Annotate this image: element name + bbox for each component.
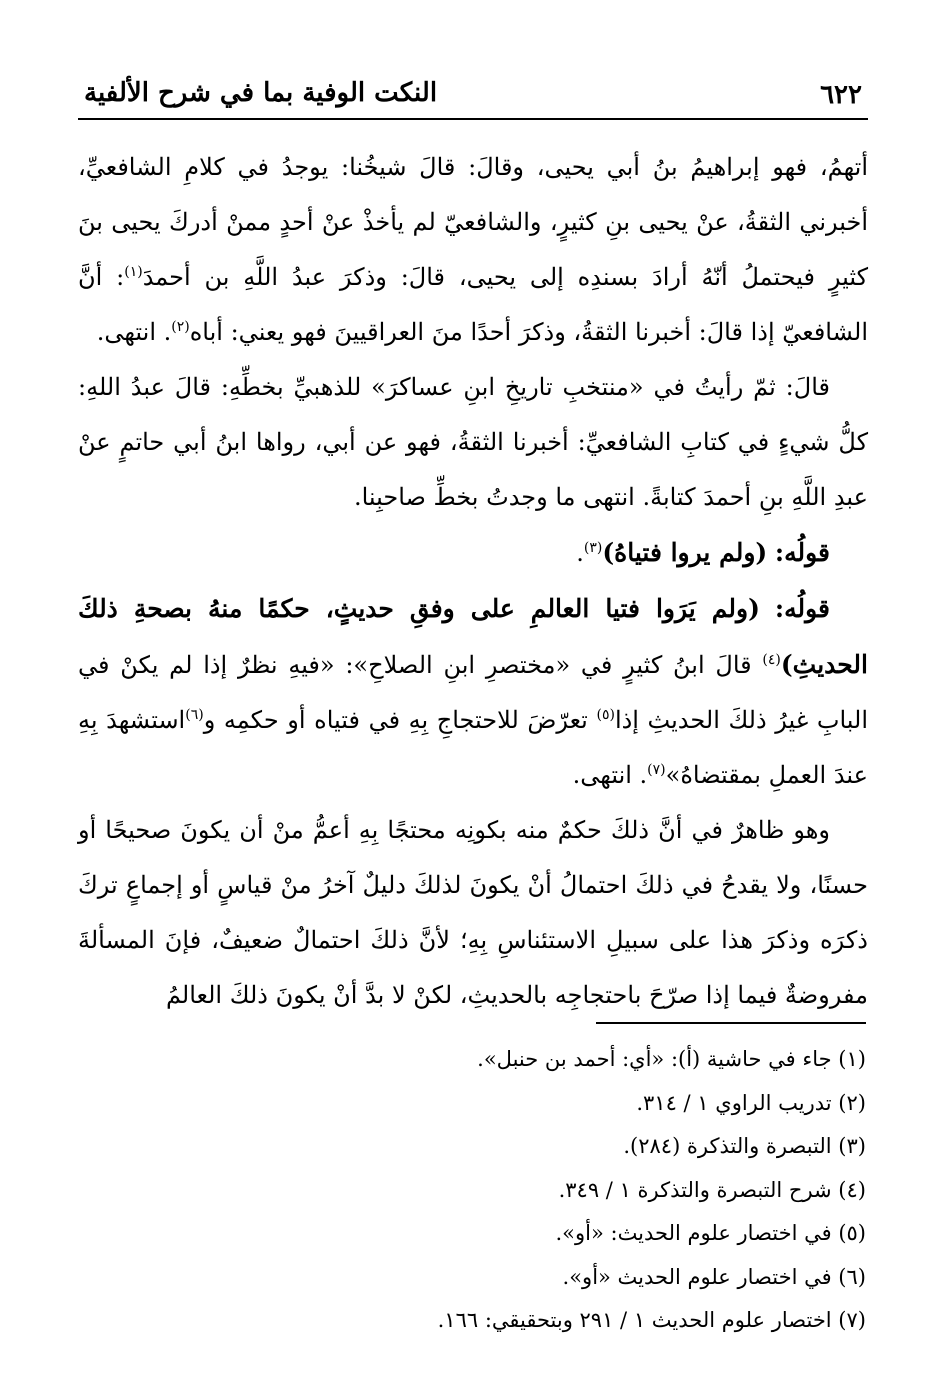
page-number: ٦٢٢ xyxy=(820,80,862,110)
paragraph-text: استشهدَ بِهِ عندَ العملِ بمقتضاهُ» xyxy=(78,706,868,789)
footnote-3: (٣) التبصرة والتذكرة (٢٨٤). xyxy=(623,1134,866,1158)
paragraph-1 xyxy=(78,140,868,360)
footnote-ref: (٤) xyxy=(762,652,781,668)
footnote-ref: (١) xyxy=(124,264,143,280)
paragraph-text: قالَ ابنُ كثيرٍ في «مختصرِ ابنِ الصلاحِ»: «فيهِ نظرٌ إذا لم يكنْ في البابِ غيرُ ذلكَ الحديثِ إذا xyxy=(78,651,869,734)
quoted-text: (ولم يَرَوا فتيا العالمِ على وفقِ حديثٍ، حكمًا منهُ بصحةِ ذلكَ الحديثِ) xyxy=(78,594,868,679)
footnote-ref: (٢) xyxy=(171,319,190,335)
footnote-ref: (٧) xyxy=(647,762,666,778)
footnote-7: (٧) اختصار علوم الحديث ١ / ٢٩١ وبتحقيقي: ١٦٦. xyxy=(437,1308,866,1332)
footnote-6: (٦) في اختصار علوم الحديث «أو». xyxy=(562,1264,866,1289)
footnote-ref: (٥) xyxy=(596,707,615,723)
paragraph-text: : أنَّ الشافعيّ إذا قالَ: أخبرنا الثقةُ، وذكرَ أحدًا منَ العراقيينَ فهو يعني: أباه xyxy=(78,263,868,346)
paragraph-text: أتهمُ، فهو إبراهيمُ بنُ أبي يحيى، وقالَ: قالَ شيخُنا: يوجدُ في كلامِ الشافعيِّ، أخبرني الثقةُ، عنْ يحيى بنِ كثيرٍ، والشافعيّ لم يأخذْ عنْ أحدٍ ممنْ أدركَ يحيى بنَ كثيرٍ فيحتملُ أنّهُ أرادَ بسندِه إلى يحيى، قالَ: وذكرَ عبدُ اللَّهِ بن أحمدَ xyxy=(78,153,868,291)
footnote-2: (٢) تدريب الراوي ١ / ٣١٤. xyxy=(636,1090,866,1115)
footnote-4: (٤) شرح التبصرة والتذكرة ١ / ٣٤٩. xyxy=(558,1177,866,1202)
quote-prefix: قولُه: xyxy=(774,594,830,623)
paragraph-5 xyxy=(78,803,868,1023)
footnote-1: (١) جاء في حاشية (أ): «أي: أحمد بن حنبل». xyxy=(477,1047,866,1071)
paragraph-3 xyxy=(78,525,868,581)
paragraph-text: تعرّضَ للاحتجاجِ بِهِ في فتياه أو حكمِه و xyxy=(203,706,588,734)
footnote-5: (٥) في اختصار علوم الحديث: «أو». xyxy=(555,1221,866,1245)
paragraph-text: قالَ: ثمّ رأيتُ في «منتخبِ تاريخِ ابنِ عساكرَ» للذهبيِّ بخطِّهِ: قالَ عبدُ اللهِ: كلُّ شيءٍ في كتابِ الشافعيِّ: أخبرنا الثقةُ، فهو عن أبي، رواها ابنُ أبي حاتمٍ عنْ عبدِ اللَّهِ بنِ أحمدَ كتابةً. انتهى ما وجدتُ بخطِّ صاحبِنا. xyxy=(78,373,869,511)
main-text xyxy=(78,140,868,1023)
quoted-text: (ولم يروا فتياهُ) xyxy=(602,538,768,567)
footnote-ref: (٦) xyxy=(185,707,204,723)
paragraph-text: . xyxy=(576,539,584,567)
footnote-ref: (٣) xyxy=(583,540,603,556)
footnote-separator xyxy=(596,1022,866,1024)
paragraph-text: وهو ظاهرٌ في أنَّ ذلكَ حكمٌ منه بكونِه محتجًا بِهِ أعمُّ منْ أن يكونَ صحيحًا أو حسنًا، ولا يقدحُ في ذلكَ احتمالُ أنْ يكونَ لذلكَ دليلٌ آخرُ منْ قياسٍ أو إجماعٍ تركَ ذكرَه وذكرَ هذا على سبيلِ الاستئناسِ بِهِ؛ لأنَّ ذلكَ احتمالٌ ضعيفٌ، فإنَ المسألةَ مفروضةٌ فيما إذا صرّحَ باحتجاجِه بالحديثِ، لكنْ لا بدَّ أنْ يكونَ ذلكَ العالمُ xyxy=(78,816,868,1009)
running-title: النكت الوفية بما في شرح الألفية xyxy=(84,78,438,108)
quote-prefix: قولُه: xyxy=(774,538,830,567)
paragraph-text: . انتهى. xyxy=(96,318,172,346)
paragraph-text: . انتهى. xyxy=(572,761,648,789)
paragraph-4 xyxy=(78,581,868,803)
paragraph-2 xyxy=(78,360,868,525)
footnotes xyxy=(76,1038,866,1343)
page-header xyxy=(78,72,868,120)
